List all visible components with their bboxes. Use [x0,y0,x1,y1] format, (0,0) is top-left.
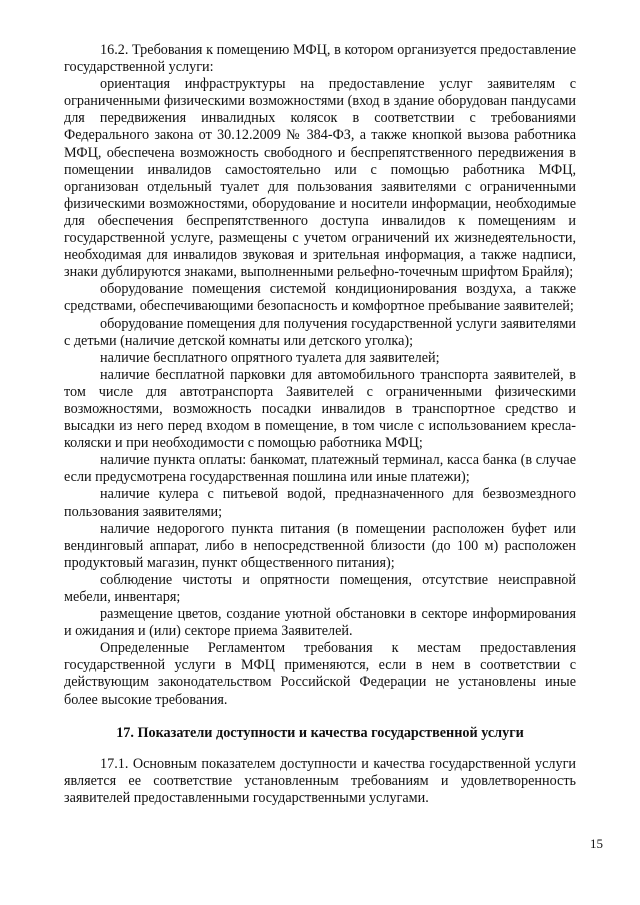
paragraph-parking: наличие бесплатной парковки для автомобильного транспорта заявителей, в том числе для автотранспорта Заявителей с ограниченными физическими возможностями, возможность посадки инвалидов в транспортное средство и высадки из него перед входом в помещение, в том числе с использованием кресла-коляски и при необходимости с помощью работника МФЦ; [64,366,576,452]
paragraph-toilet: наличие бесплатного опрятного туалета для заявителей; [100,349,440,366]
page-number: 15 [590,836,603,851]
paragraph-payment-point: наличие пункта оплаты: банкомат, платежный терминал, касса банка (в случае если предусмотрена государственная пошлина или иные платежи); [64,452,576,486]
paragraph-16-2: 16.2. Требования к помещению МФЦ, в котором организуется предоставление государственной услуги: [64,42,576,76]
paragraph-children-room: оборудование помещения для получения государственной услуги заявителями с детьми (наличие детской комнаты или детского уголка); [64,315,576,349]
paragraph-air-conditioning: оборудование помещения системой кондиционирования воздуха, а также средствами, обеспечивающими безопасность и комфортное пребывание заявителей; [64,281,576,315]
document-page [64,42,576,807]
paragraph-cleanliness: соблюдение чистоты и опрятности помещения, отсутствие неисправной мебели, инвентаря; [64,571,576,605]
paragraph-food-point: наличие недорогого пункта питания (в помещении расположен буфет или вендинговый аппарат, либо в непосредственной близости (до 100 м) расположен продуктовый магазин, пункт общественного питания); [64,520,576,571]
paragraph-water-cooler: наличие кулера с питьевой водой, предназначенного для безвозмездного пользования заявителями; [64,486,576,520]
section-heading-17: 17. Показатели доступности и качества государственной услуги [116,724,524,741]
paragraph-17-1: 17.1. Основным показателем доступности и качества государственной услуги является ее соответствие установленным требованиям и удовлетворенность заявителей предоставленными государственными услугами. [64,755,576,806]
paragraph-flowers: размещение цветов, создание уютной обстановки в секторе информирования и ожидания и (или) секторе приема Заявителей. [64,606,576,640]
paragraph-infrastructure: ориентация инфраструктуры на предоставление услуг заявителям с ограниченными физическими возможностями (вход в здание оборудован пандусами для передвижения инвалидных колясок в соответствии с требованиями Федерального закона от 30.12.2009 № 384-ФЗ, а также кнопкой вызова работника МФЦ, обеспечена возможность свободного и беспрепятственного передвижения в помещении инвалидов самостоятельно или с помощью работника МФЦ, организован отдельный туалет для пользования заявителями с ограниченными физическими возможностями, оборудование и носители информации, необходимые для обеспечения беспрепятственного доступа инвалидов к помещениям и государственной услуге, размещены с учетом ограничений их жизнедеятельности, необходимая для инвалидов звуковая и зрительная информация, а также надписи, знаки дублируются знаками, выполненными рельефно-точечным шрифтом Брайля); [64,76,576,281]
paragraph-requirements: Определенные Регламентом требования к местам предоставления государственной услуги в МФЦ применяются, если в нем в соответствии с действующим законодательством Российской Федерации не установлены иные более высокие требования. [64,640,576,708]
